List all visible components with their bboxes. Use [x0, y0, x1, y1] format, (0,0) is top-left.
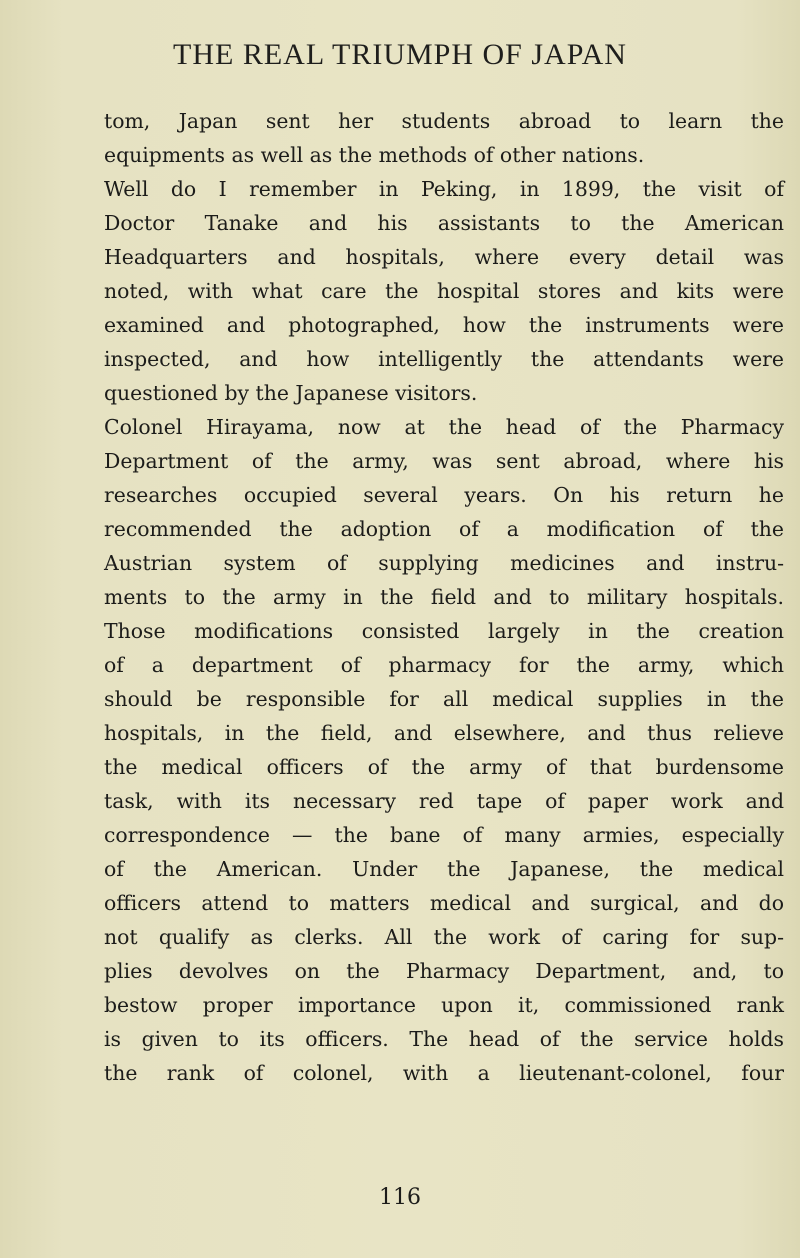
text-line: hospitals, in the field, and elsewhere, and thus relieve — [104, 721, 784, 745]
text-line: Doctor Tanake and his assistants to the American — [104, 211, 784, 235]
text-line: equipments as well as the methods of other nations. — [104, 143, 645, 167]
page-number: 116 — [379, 1185, 421, 1210]
text-line: tom, Japan sent her students abroad to learn the — [104, 109, 784, 133]
text-line: Colonel Hirayama, now at the head of the Pharmacy — [104, 415, 784, 439]
text-line: the rank of colonel, with a lieutenant-colonel, four — [104, 1061, 784, 1085]
text-line: ments to the army in the field and to military hospitals. — [104, 585, 784, 609]
text-line: noted, with what care the hospital stores and kits were — [104, 279, 784, 303]
text-line: Well do I remember in Peking, in 1899, the visit of — [104, 177, 784, 201]
text-line: officers attend to matters medical and surgical, and do — [104, 891, 784, 915]
text-line: of the American. Under the Japanese, the medical — [104, 857, 784, 881]
text-line: recommended the adoption of a modification of the — [104, 517, 784, 541]
text-line: not qualify as clerks. All the work of caring for sup- — [104, 925, 784, 949]
text-line: correspondence — the bane of many armies, especially — [104, 823, 784, 847]
text-line: should be responsible for all medical supplies in the — [104, 687, 784, 711]
text-line: researches occupied several years. On his return he — [104, 483, 784, 507]
running-head: THE REAL TRIUMPH OF JAPAN — [173, 38, 627, 71]
text-line: is given to its officers. The head of the service holds — [104, 1027, 784, 1051]
body-text — [104, 104, 784, 1090]
text-line: of a department of pharmacy for the army, which — [104, 653, 784, 677]
text-line: Department of the army, was sent abroad, where his — [104, 449, 784, 473]
text-line: Headquarters and hospitals, where every detail was — [104, 245, 784, 269]
text-line: bestow proper importance upon it, commissioned rank — [104, 993, 784, 1017]
text-line: inspected, and how intelligently the attendants were — [104, 347, 784, 371]
text-line: task, with its necessary red tape of paper work and — [104, 789, 784, 813]
text-line: Austrian system of supplying medicines and instru- — [104, 551, 784, 575]
text-line: examined and photographed, how the instruments were — [104, 313, 784, 337]
text-line: plies devolves on the Pharmacy Department, and, to — [104, 959, 784, 983]
text-line: the medical officers of the army of that burdensome — [104, 755, 784, 779]
text-line: questioned by the Japanese visitors. — [104, 381, 478, 405]
text-line: Those modifications consisted largely in the creation — [104, 619, 784, 643]
